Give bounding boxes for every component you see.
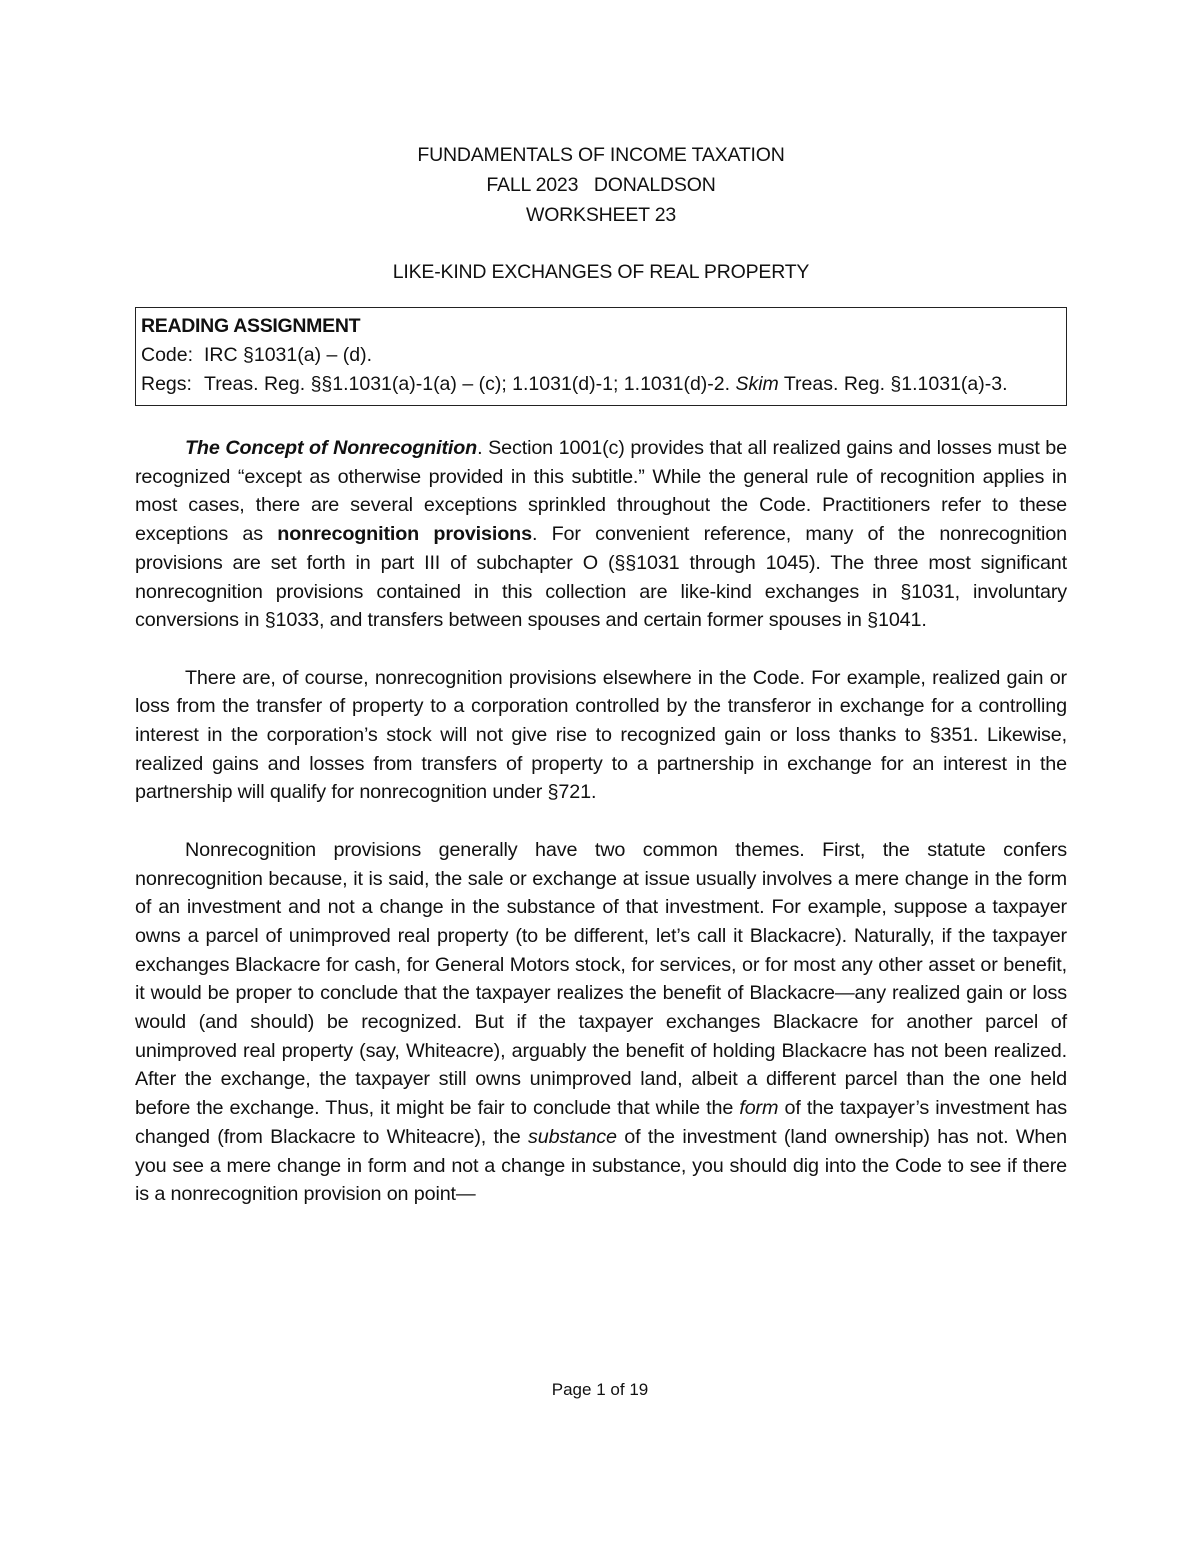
document-header bbox=[135, 140, 1067, 287]
bold-term: nonrecognition provisions bbox=[277, 523, 532, 546]
regs-row bbox=[141, 370, 1058, 399]
page-footer bbox=[0, 1380, 1200, 1400]
regs-label: Regs: bbox=[141, 373, 192, 395]
regs-text-part2: Treas. Reg. §1.1031(a)-3. bbox=[778, 373, 1008, 395]
paragraph-text: . Section 1001(c) provides that all realized gains and losses must be recognized “except as otherwise provided in this subtitle.” While the general rule of recognition applies in most cases, there are several exceptions sprinkled throughout the Code. Practitioners refer to these exceptions as bbox=[135, 437, 1068, 546]
regs-text-part1: Treas. Reg. §§1.1031(a)-1(a) – (c); 1.1031(d)-1; 1.1031(d)-2. bbox=[204, 373, 736, 395]
page-total: 19 bbox=[629, 1380, 649, 1399]
worksheet-subtitle: LIKE-KIND EXCHANGES OF REAL PROPERTY bbox=[392, 261, 810, 283]
paragraph-text: . For convenient reference, many of the nonrecognition provisions are set forth in part III of subchapter O (§§1031 through 1045). The three most significant nonrecognition provisions contained in this collection are like-kind exchanges in §1031, involuntary conversions in §1033, and transfers between spouses and certain former spouses in §1041. bbox=[135, 523, 1068, 632]
reading-assignment-title: READING ASSIGNMENT bbox=[141, 315, 361, 337]
course-title: FUNDAMENTALS OF INCOME TAXATION bbox=[417, 144, 785, 166]
italic-substance: substance bbox=[528, 1125, 617, 1148]
italic-form: form bbox=[739, 1097, 779, 1120]
term-instructor: FALL 2023 DONALDSON bbox=[486, 174, 716, 196]
reading-assignment-box bbox=[135, 307, 1067, 406]
code-text: IRC §1031(a) – (d). bbox=[204, 344, 372, 366]
paragraph-lead: The Concept of Nonrecognition bbox=[185, 437, 478, 459]
code-label: Code: bbox=[141, 344, 194, 366]
regs-text bbox=[204, 370, 1058, 399]
paragraph-themes bbox=[135, 836, 1067, 1209]
code-row bbox=[141, 341, 1058, 370]
paragraph-elsewhere: There are, of course, nonrecognition provisions elsewhere in the Code. For example, realized gain or loss from the transfer of property to a corporation controlled by the transferor in exchange for a controlling interest in the corporation’s stock will not give rise to recognized gain or loss thanks to §351. Likewise, realized gains and losses from transfers of property to a partnership in exchange for an interest in the partnership will qualify for nonrecognition under §721. bbox=[135, 666, 1067, 804]
page-word: Page bbox=[551, 1380, 592, 1399]
paragraph-text: Nonrecognition provisions generally have two common themes. First, the statute confers nonrecognition because, it is said, the sale or exchange at issue usually involves a mere change in the form of an investment and not a change in the substance of that investment. For example, suppose a taxpayer owns a parcel of unimproved real property (to be different, let’s call it Blackacre). Naturally, if the taxpayer exchanges Blackacre for cash, for General Motors stock, for services, or for most any other asset or benefit, it would be proper to conclude that the taxpayer realizes the benefit of Blackacre—any realized gain or loss would (and should) be recognized. But if the taxpayer exchanges Blackacre for another parcel of unimproved real property (say, Whiteacre), arguably the benefit of holding Blackacre has not been realized. After the exchange, the taxpayer still owns unimproved land, albeit a different parcel than the one held before the exchange. Thus, it might be fair to conclude that while the bbox=[135, 838, 1067, 1120]
of-word: of bbox=[610, 1380, 625, 1399]
regs-skim: Skim bbox=[735, 373, 779, 395]
paragraph-text: of the investment (land ownership) has not. When you see a mere change in form and not a change in substance, you should dig into the Code to see if there is a nonrecognition provision on point— bbox=[135, 1125, 1067, 1206]
paragraph-concept bbox=[135, 434, 1067, 635]
worksheet-number: WORKSHEET 23 bbox=[525, 204, 677, 226]
body-text bbox=[135, 434, 1067, 1209]
paragraph-text: of the taxpayer’s investment has changed (from Blackacre to Whiteacre), the bbox=[135, 1097, 1067, 1148]
page-number: 1 bbox=[596, 1380, 606, 1399]
